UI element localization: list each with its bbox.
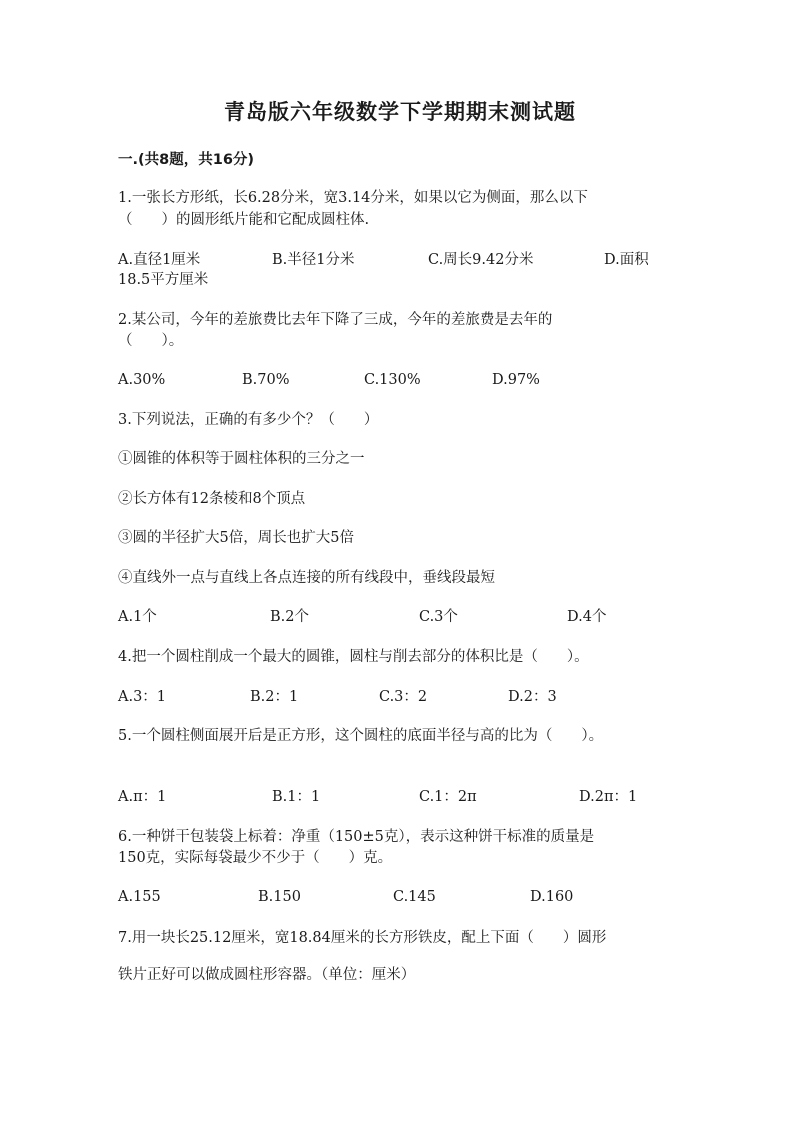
q3-option-b: B.2个 [270,609,309,625]
q1-option-a: A.直径1厘米 [118,252,201,268]
q1-option-d: D.面积 [604,252,649,268]
q6-text-line2: 150克，实际每袋最少不少于（ ）克。 [118,850,393,866]
q6-option-d: D.160 [530,889,574,905]
q5-option-d: D.2π：1 [579,789,638,805]
q3-option-c: C.3个 [419,609,458,625]
q3-statement-2: ②长方体有12条棱和8个顶点 [118,491,306,507]
q7-text-line2: 铁片正好可以做成圆柱形容器。（单位：厘米） [118,967,416,983]
q2-option-c: C.130% [364,372,421,388]
q5-option-b: B.1：1 [272,789,321,805]
q2-text-line1: 2.某公司，今年的差旅费比去年下降了三成，今年的差旅费是去年的 [118,312,553,328]
q1-text-line1: 1.一张长方形纸，长6.28分米，宽3.14分米，如果以它为侧面，那么以下 [118,190,588,206]
section-header: 一.(共8题，共16分) [118,152,255,168]
q5-text-line1: 5.一个圆柱侧面展开后是正方形，这个圆柱的底面半径与高的比为（ ）。 [118,728,604,744]
q2-text-line2: （ ）。 [118,333,184,349]
q3-statement-4: ④直线外一点与直线上各点连接的所有线段中，垂线段最短 [118,570,495,586]
q4-option-a: A.3：1 [118,689,167,705]
q2-option-b: B.70% [242,372,290,388]
q1-text-line2: （ ）的圆形纸片能和它配成圆柱体. [118,212,370,228]
q1-option-b: B.半径1分米 [272,252,355,268]
q3-text-line1: 3.下列说法，正确的有多少个？（ ） [118,412,379,428]
q3-statement-3: ③圆的半径扩大5倍，周长也扩大5倍 [118,530,354,546]
q6-option-a: A.155 [118,889,161,905]
exam-title: 青岛版六年级数学下学期期末测试题 [224,100,576,124]
q2-option-d: D.97% [492,372,540,388]
q7-text-line1: 7.用一块长25.12厘米，宽18.84厘米的长方形铁皮，配上下面（ ）圆形 [118,930,607,946]
q6-text-line1: 6.一种饼干包装袋上标着：净重（150±5克），表示这种饼干标准的质量是 [118,829,595,845]
q4-option-d: D.2：3 [508,689,557,705]
q3-option-a: A.1个 [118,609,157,625]
q2-option-a: A.30% [118,372,166,388]
q5-option-c: C.1：2π [419,789,477,805]
q6-option-c: C.145 [393,889,436,905]
q4-option-b: B.2：1 [250,689,299,705]
q3-option-d: D.4个 [567,609,607,625]
q3-statement-1: ①圆锥的体积等于圆柱体积的三分之一 [118,451,365,467]
q6-option-b: B.150 [258,889,301,905]
q1-option-d-cont: 18.5平方厘米 [118,272,209,288]
q4-option-c: C.3：2 [379,689,428,705]
q5-option-a: A.π：1 [118,789,167,805]
q4-text-line1: 4.把一个圆柱削成一个最大的圆锥，圆柱与削去部分的体积比是（ ）。 [118,649,589,665]
q1-option-c: C.周长9.42分米 [428,252,534,268]
